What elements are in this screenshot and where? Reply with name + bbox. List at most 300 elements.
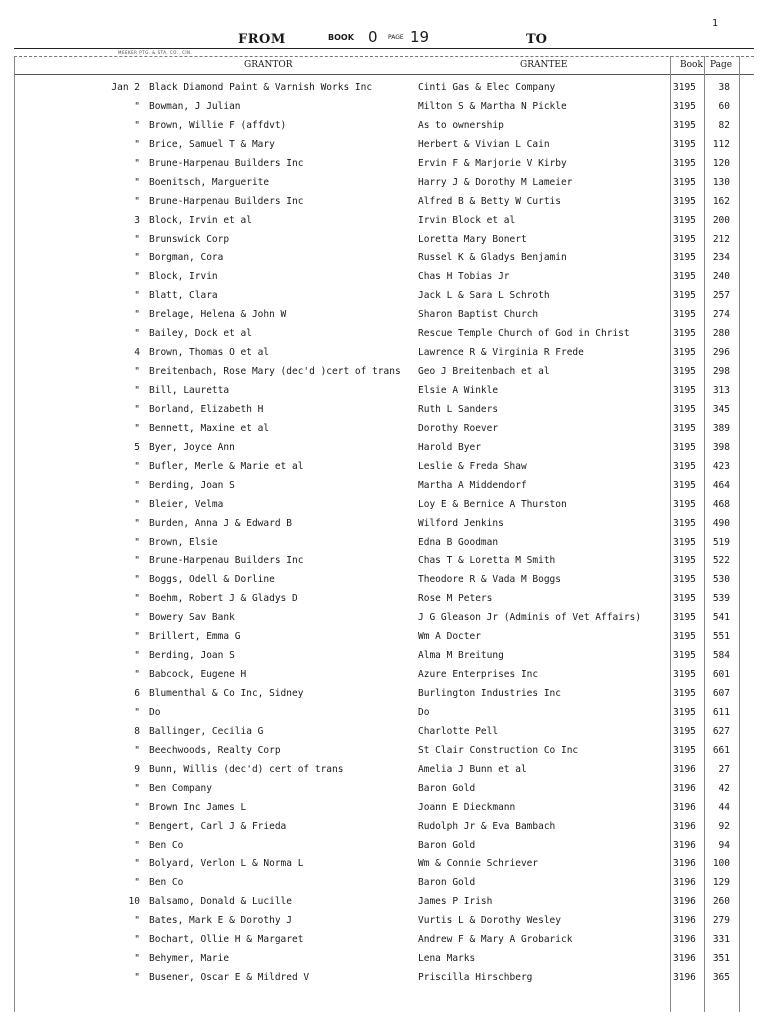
entry-date: " <box>134 782 140 794</box>
grantee-name: Chas H Tobias Jr <box>418 271 510 283</box>
book-number: 3196 <box>673 820 696 832</box>
book-number: 3195 <box>673 290 696 302</box>
entry-date: " <box>134 744 140 756</box>
grantor-name: Blumenthal & Co Inc, Sidney <box>149 688 304 699</box>
index-entry-row <box>0 117 770 136</box>
book-number: 3195 <box>673 688 696 699</box>
grantor-name: Borgman, Cora <box>149 252 224 264</box>
index-entry-row <box>0 590 770 609</box>
book-number: 3195 <box>673 119 696 131</box>
grantee-name: Baron Gold <box>418 877 476 889</box>
book-number: 3195 <box>673 612 696 624</box>
entry-date: " <box>134 574 140 586</box>
entry-date: " <box>134 972 140 984</box>
book-number: 3196 <box>673 877 696 889</box>
entry-date: " <box>134 422 140 434</box>
page-column-header: Page <box>710 60 733 70</box>
book-number: 3195 <box>673 328 696 340</box>
index-entry-row <box>0 742 770 761</box>
grantee-name: Harry J & Dorothy M Lameier <box>418 176 573 188</box>
book-number: 3195 <box>673 460 696 472</box>
index-entry-row <box>0 344 770 363</box>
grantor-name: Block, Irvin <box>149 271 218 283</box>
grantor-name: Brune-Harpenau Builders Inc <box>149 195 304 207</box>
grantor-name: Byer, Joyce Ann <box>149 441 235 453</box>
entry-date: 8 <box>134 725 140 737</box>
grantor-name: Brune-Harpenau Builders Inc <box>149 555 304 567</box>
book-number: 3195 <box>673 176 696 188</box>
grantor-name: Berding, Joan S <box>149 479 235 491</box>
index-entry-row <box>0 837 770 856</box>
page-number: 92 <box>718 820 730 832</box>
book-number: 3195 <box>673 100 696 112</box>
imprint-rule <box>14 56 754 57</box>
grantor-name: Black Diamond Paint & Varnish Works Inc <box>149 82 373 93</box>
book-number: 3195 <box>673 669 696 681</box>
entry-date: " <box>134 953 140 965</box>
book-number: 3196 <box>673 782 696 794</box>
grantee-name: Wm A Docter <box>418 631 481 643</box>
index-entry-row <box>0 969 770 988</box>
page-number: 234 <box>712 252 730 264</box>
page-number: 468 <box>712 498 730 510</box>
index-entry-row <box>0 268 770 287</box>
grantee-name: As to ownership <box>418 119 504 131</box>
grantor-name: Borland, Elizabeth H <box>149 403 264 415</box>
page-number: 661 <box>712 744 730 756</box>
index-entry-row <box>0 477 770 496</box>
grantee-name: Rudolph Jr & Eva Bambach <box>418 820 556 832</box>
entry-date: " <box>134 138 140 150</box>
entry-date: " <box>134 801 140 813</box>
page-number: 601 <box>712 669 730 681</box>
index-entry-row <box>0 496 770 515</box>
grantee-name: Burlington Industries Inc <box>418 688 561 699</box>
grantee-name: Wilford Jenkins <box>418 517 504 529</box>
book-number: 3195 <box>673 195 696 207</box>
grantee-name: Joann E Dieckmann <box>418 801 516 813</box>
grantor-name: Brune-Harpenau Builders Inc <box>149 157 304 169</box>
entry-date: " <box>134 858 140 870</box>
entry-date: 5 <box>134 441 140 453</box>
page-number: 112 <box>712 138 730 150</box>
grantee-name: Lena Marks <box>418 953 476 965</box>
page-number: 44 <box>718 801 730 813</box>
grantor-name: Bates, Mark E & Dorothy J <box>149 915 292 927</box>
grantee-name: Herbert & Vivian L Cain <box>418 138 550 150</box>
page-number: 541 <box>712 612 730 624</box>
index-entry-row <box>0 666 770 685</box>
page-number: 584 <box>712 650 730 662</box>
index-entry-row <box>0 761 770 780</box>
entry-date: " <box>134 176 140 188</box>
entry-date: " <box>134 252 140 264</box>
index-entry-row <box>0 818 770 837</box>
book-number: 3195 <box>673 157 696 169</box>
to-label: TO <box>526 32 547 47</box>
grantee-name: Rescue Temple Church of God in Christ <box>418 328 630 340</box>
grantee-name: Sharon Baptist Church <box>418 309 539 321</box>
index-entry-row <box>0 855 770 874</box>
page-number: 519 <box>712 536 730 548</box>
book-number: 3195 <box>673 403 696 415</box>
grantor-name: Breitenbach, Rose Mary (dec'd )cert of trans <box>149 366 401 378</box>
page-number: 279 <box>712 915 730 927</box>
entry-date: " <box>134 555 140 567</box>
page-number: 423 <box>712 460 730 472</box>
index-entry-row <box>0 212 770 231</box>
grantor-name: Ben Company <box>149 782 212 794</box>
grantee-name: Amelia J Bunn et al <box>418 763 527 775</box>
page-number: 398 <box>712 441 730 453</box>
grantee-name: Alfred B & Betty W Curtis <box>418 195 561 207</box>
entry-date: " <box>134 100 140 112</box>
entry-date: " <box>134 195 140 207</box>
grantee-name: Jack L & Sara L Schroth <box>418 290 550 302</box>
grantor-name: Brown Inc James L <box>149 801 247 813</box>
grantor-name: Beechwoods, Realty Corp <box>149 744 281 756</box>
grantee-name: Elsie A Winkle <box>418 385 499 396</box>
grantor-name: Balsamo, Donald & Lucille <box>149 896 292 908</box>
grantee-name: Loretta Mary Bonert <box>418 233 527 245</box>
entry-date: " <box>134 593 140 605</box>
entry-date: " <box>134 385 140 396</box>
grantee-name: Chas T & Loretta M Smith <box>418 555 556 567</box>
page-number: 120 <box>712 157 730 169</box>
entry-date: 3 <box>134 214 140 226</box>
entry-date: 10 <box>128 896 140 908</box>
index-entry-row <box>0 515 770 534</box>
book-number: 0 <box>368 28 378 46</box>
grantee-name: Geo J Breitenbach et al <box>418 366 550 378</box>
index-entry-row <box>0 325 770 344</box>
index-entry-row <box>0 912 770 931</box>
book-number: 3195 <box>673 479 696 491</box>
page-number: 94 <box>718 839 730 851</box>
grantee-name: Azure Enterprises Inc <box>418 669 539 681</box>
grantor-name: Brice, Samuel T & Mary <box>149 138 275 150</box>
entry-date: " <box>134 839 140 851</box>
index-entry-row <box>0 874 770 893</box>
book-number: 3195 <box>673 555 696 567</box>
book-number: 3195 <box>673 252 696 264</box>
grantor-name: Burden, Anna J & Edward B <box>149 517 292 529</box>
index-entry-row <box>0 799 770 818</box>
book-number: 3196 <box>673 934 696 946</box>
entry-date: " <box>134 233 140 245</box>
page-number: 607 <box>712 688 730 699</box>
grantor-name: Ben Co <box>149 839 184 851</box>
page-number: 490 <box>712 517 730 529</box>
book-number: 3195 <box>673 233 696 245</box>
page-number: 627 <box>712 725 730 737</box>
entry-date: " <box>134 820 140 832</box>
grantor-name: Bowery Sav Bank <box>149 612 235 624</box>
book-number: 3195 <box>673 214 696 226</box>
grantee-name: Priscilla Hirschberg <box>418 972 533 984</box>
grantee-name: Baron Gold <box>418 839 476 851</box>
page-number: 42 <box>718 782 730 794</box>
page-number: 100 <box>712 858 730 870</box>
page-number: 38 <box>718 82 730 93</box>
index-entry-row <box>0 931 770 950</box>
book-number: 3195 <box>673 366 696 378</box>
header-rule <box>14 48 754 49</box>
grantee-name: Baron Gold <box>418 782 476 794</box>
entry-date: " <box>134 517 140 529</box>
grantee-name: Andrew F & Mary A Grobarick <box>418 934 573 946</box>
entry-date: " <box>134 460 140 472</box>
book-number: 3195 <box>673 309 696 321</box>
index-entry-row <box>0 950 770 969</box>
grantee-name: Russel K & Gladys Benjamin <box>418 252 567 264</box>
book-number: 3195 <box>673 706 696 718</box>
book-number: 3196 <box>673 915 696 927</box>
page-label: PAGE <box>388 34 404 41</box>
book-number: 3195 <box>673 498 696 510</box>
page-number: 522 <box>712 555 730 567</box>
book-number: 3195 <box>673 593 696 605</box>
grantor-name: Brillert, Emma G <box>149 631 241 643</box>
entry-date: 4 <box>134 347 140 359</box>
page-number: 200 <box>712 214 730 226</box>
page-number: 130 <box>712 176 730 188</box>
book-number: 3195 <box>673 725 696 737</box>
book-number: 3196 <box>673 763 696 775</box>
index-entries <box>0 79 770 988</box>
book-number: 3196 <box>673 972 696 984</box>
book-number: 3196 <box>673 839 696 851</box>
book-number: 3195 <box>673 650 696 662</box>
grantee-name: Lawrence R & Virginia R Frede <box>418 347 584 359</box>
entry-date: 6 <box>134 688 140 699</box>
book-number: 3195 <box>673 422 696 434</box>
entry-date: " <box>134 479 140 491</box>
index-entry-row <box>0 647 770 666</box>
index-entry-row <box>0 439 770 458</box>
book-number: 3195 <box>673 138 696 150</box>
page-number: 19 <box>410 28 430 46</box>
grantor-column-header: GRANTOR <box>244 60 293 70</box>
page-number: 260 <box>712 896 730 908</box>
page-number: 274 <box>712 309 730 321</box>
page-number: 464 <box>712 479 730 491</box>
book-number: 3196 <box>673 858 696 870</box>
page-number: 60 <box>718 100 730 112</box>
index-entry-row <box>0 193 770 212</box>
book-number: 3196 <box>673 801 696 813</box>
grantee-name: Harold Byer <box>418 441 481 453</box>
page-number: 212 <box>712 233 730 245</box>
entry-date: " <box>134 650 140 662</box>
book-number: 3195 <box>673 744 696 756</box>
index-entry-row <box>0 571 770 590</box>
from-label: FROM <box>238 32 286 47</box>
grantor-name: Block, Irvin et al <box>149 214 252 226</box>
index-entry-row <box>0 136 770 155</box>
entry-date: " <box>134 366 140 378</box>
book-column-header: Book <box>680 60 703 70</box>
grantee-name: Do <box>418 706 430 718</box>
book-number: 3195 <box>673 536 696 548</box>
book-number: 3195 <box>673 82 696 93</box>
page-number: 240 <box>712 271 730 283</box>
page-number: 82 <box>718 119 730 131</box>
page-number: 551 <box>712 631 730 643</box>
grantor-name: Ben Co <box>149 877 184 889</box>
grantor-name: Brown, Thomas O et al <box>149 347 270 359</box>
grantor-name: Bufler, Merle & Marie et al <box>149 460 304 472</box>
book-number: 3195 <box>673 574 696 586</box>
entry-date: " <box>134 498 140 510</box>
index-entry-row <box>0 306 770 325</box>
page-number: 331 <box>712 934 730 946</box>
index-entry-row <box>0 552 770 571</box>
grantor-name: Blatt, Clara <box>149 290 218 302</box>
entry-date: " <box>134 934 140 946</box>
grantee-name: Alma M Breitung <box>418 650 504 662</box>
index-entry-row <box>0 685 770 704</box>
index-entry-row <box>0 420 770 439</box>
grantor-name: Brunswick Corp <box>149 233 230 245</box>
grantor-name: Behymer, Marie <box>149 953 230 965</box>
grantee-name: Rose M Peters <box>418 593 493 605</box>
grantee-name: Irvin Block et al <box>418 214 516 226</box>
index-entry-row <box>0 382 770 401</box>
page-number: 345 <box>712 403 730 415</box>
book-number: 3195 <box>673 631 696 643</box>
grantor-name: Berding, Joan S <box>149 650 235 662</box>
index-entry-row <box>0 723 770 742</box>
index-entry-row <box>0 401 770 420</box>
grantor-name: Brown, Willie F (affdvt) <box>149 119 287 131</box>
grantee-name: Wm & Connie Schriever <box>418 858 539 870</box>
grantee-name: Dorothy Roever <box>418 422 499 434</box>
printer-imprint: MEEKER PTG. & STA. CO., CIN. <box>118 50 193 55</box>
index-entry-row <box>0 79 770 98</box>
grantor-name: Bill, Lauretta <box>149 385 230 396</box>
book-number: 3195 <box>673 347 696 359</box>
entry-date: " <box>134 157 140 169</box>
page-number: 129 <box>712 877 730 889</box>
grantee-name: James P Irish <box>418 896 493 908</box>
page-number: 313 <box>712 385 730 396</box>
grantee-name: Ruth L Sanders <box>418 403 499 415</box>
book-number: 3195 <box>673 517 696 529</box>
grantee-name: Cinti Gas & Elec Company <box>418 82 556 93</box>
book-label: BOOK <box>328 33 354 42</box>
entry-date: Jan 2 <box>111 82 140 93</box>
column-header-rule <box>14 74 754 75</box>
page-number: 539 <box>712 593 730 605</box>
grantor-name: Bennett, Maxine et al <box>149 422 270 434</box>
grantor-name: Bailey, Dock et al <box>149 328 252 340</box>
entry-date: " <box>134 536 140 548</box>
index-entry-row <box>0 174 770 193</box>
index-entry-row <box>0 704 770 723</box>
grantor-name: Boehm, Robert J & Gladys D <box>149 593 298 605</box>
book-number: 3195 <box>673 271 696 283</box>
page-number: 389 <box>712 422 730 434</box>
grantor-name: Busener, Oscar E & Mildred V <box>149 972 310 984</box>
entry-date: " <box>134 915 140 927</box>
page-number: 365 <box>712 972 730 984</box>
grantor-name: Brown, Elsie <box>149 536 218 548</box>
grantor-name: Boenitsch, Marguerite <box>149 176 270 188</box>
index-entry-row <box>0 609 770 628</box>
book-number: 3196 <box>673 896 696 908</box>
grantee-name: Theodore R & Vada M Boggs <box>418 574 561 586</box>
entry-date: " <box>134 119 140 131</box>
entry-date: 9 <box>134 763 140 775</box>
book-number: 3195 <box>673 441 696 453</box>
grantee-name: J G Gleason Jr (Adminis of Vet Affairs) <box>418 612 642 624</box>
index-entry-row <box>0 780 770 799</box>
grantor-name: Ballinger, Cecilia G <box>149 725 264 737</box>
page-number: 296 <box>712 347 730 359</box>
page-number: 351 <box>712 953 730 965</box>
entry-date: " <box>134 877 140 889</box>
grantee-name: Vurtis L & Dorothy Wesley <box>418 915 561 927</box>
entry-date: " <box>134 669 140 681</box>
page-number: 298 <box>712 366 730 378</box>
grantor-name: Bengert, Carl J & Frieda <box>149 820 287 832</box>
page-number: 530 <box>712 574 730 586</box>
grantor-name: Babcock, Eugene H <box>149 669 247 681</box>
grantor-name: Bleier, Velma <box>149 498 224 510</box>
index-entry-row <box>0 458 770 477</box>
index-entry-row <box>0 363 770 382</box>
index-entry-row <box>0 98 770 117</box>
index-header <box>0 28 770 48</box>
grantee-name: Martha A Middendorf <box>418 479 527 491</box>
entry-date: " <box>134 271 140 283</box>
index-entry-row <box>0 893 770 912</box>
book-number: 3196 <box>673 953 696 965</box>
grantor-name: Boggs, Odell & Dorline <box>149 574 275 586</box>
grantor-name: Bunn, Willis (dec'd) cert of trans <box>149 763 344 775</box>
entry-date: " <box>134 328 140 340</box>
entry-date: " <box>134 706 140 718</box>
grantee-name: Loy E & Bernice A Thurston <box>418 498 567 510</box>
entry-date: " <box>134 612 140 624</box>
grantee-name: Edna B Goodman <box>418 536 499 548</box>
grantor-name: Bolyard, Verlon L & Norma L <box>149 858 304 870</box>
index-entry-row <box>0 249 770 268</box>
grantee-name: Ervin F & Marjorie V Kirby <box>418 157 567 169</box>
sheet-number: 1 <box>711 18 718 29</box>
page-number: 162 <box>712 195 730 207</box>
entry-date: " <box>134 631 140 643</box>
index-entry-row <box>0 534 770 553</box>
entry-date: " <box>134 403 140 415</box>
grantee-name: Milton S & Martha N Pickle <box>418 100 567 112</box>
grantee-name: Charlotte Pell <box>418 725 499 737</box>
grantee-column-header: GRANTEE <box>520 60 568 70</box>
entry-date: " <box>134 309 140 321</box>
page-number: 257 <box>712 290 730 302</box>
grantor-name: Bochart, Ollie H & Margaret <box>149 934 304 946</box>
grantee-name: St Clair Construction Co Inc <box>418 744 579 756</box>
index-entry-row <box>0 231 770 250</box>
index-entry-row <box>0 628 770 647</box>
page-number: 280 <box>712 328 730 340</box>
grantor-name: Do <box>149 706 161 718</box>
page-number: 27 <box>718 763 730 775</box>
index-entry-row <box>0 155 770 174</box>
grantee-name: Leslie & Freda Shaw <box>418 460 527 472</box>
index-entry-row <box>0 287 770 306</box>
